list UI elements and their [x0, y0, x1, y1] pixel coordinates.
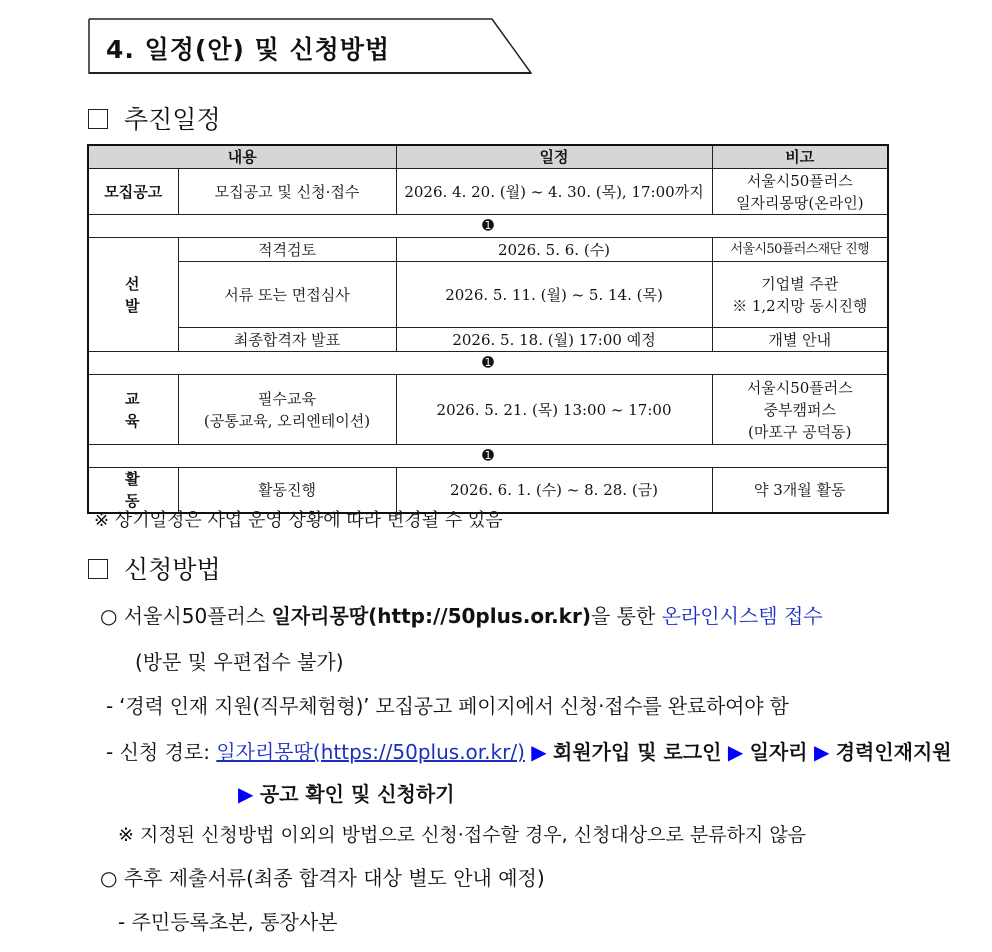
cell-task: 서류 또는 면접심사 [178, 262, 396, 328]
subsection-title: 추진일정 [124, 105, 221, 134]
cell-date: 2026. 5. 18. (월) 17:00 예정 [396, 328, 712, 352]
cell-note: 기업별 주관 ※ 1,2지망 동시진행 [712, 262, 888, 328]
triangle-right-icon: ▶ [238, 782, 254, 806]
cell-task: 최종합격자 발표 [178, 328, 396, 352]
apply-line-4: - 신청 경로: 일자리몽땅(https://50plus.or.kr/) ▶ 회원가입 및 로그인 ▶ 일자리 ▶ 경력인재지원 [106, 740, 952, 764]
cell-date: 2026. 4. 20. (월) ~ 4. 30. (목), 17:00까지 [396, 169, 712, 215]
table-row [88, 375, 888, 445]
section-heading-box [88, 18, 532, 74]
subsection-apply [88, 550, 221, 586]
header-date: 일정 [396, 145, 712, 169]
cell-note: 개별 안내 [712, 328, 888, 352]
row-label: 모집공고 [88, 169, 178, 215]
down-arrow-icon: ➊ [88, 352, 888, 375]
triangle-right-icon: ▶ [727, 740, 744, 764]
cell-date: 2026. 6. 1. (수) ~ 8. 28. (금) [396, 468, 712, 514]
apply-line-5: ▶ 공고 확인 및 신청하기 [238, 782, 455, 806]
cell-date: 2026. 5. 6. (수) [396, 238, 712, 262]
row-label: 교 육 [88, 375, 178, 445]
header-note: 비고 [712, 145, 888, 169]
cell-date: 2026. 5. 11. (월) ~ 5. 14. (목) [396, 262, 712, 328]
triangle-right-icon: ▶ [531, 740, 547, 764]
apply-line-1: ○ 서울시50플러스 일자리몽땅(http://50plus.or.kr)을 통한 온라인시스템 접수 [100, 604, 823, 628]
schedule-table [87, 144, 889, 514]
section-heading: 4. 일정(안) 및 신청방법 [106, 35, 391, 64]
cell-note: 약 3개월 활동 [712, 468, 888, 514]
down-arrow-icon: ➊ [88, 445, 888, 468]
arrow-row [88, 445, 888, 468]
apply-line-7: ○ 추후 제출서류(최종 합격자 대상 별도 안내 예정) [100, 866, 545, 890]
site-name: 일자리몽땅(http://50plus.or.kr) [271, 604, 591, 628]
row-label: 선 발 [88, 238, 178, 352]
triangle-right-icon: ▶ [813, 740, 830, 764]
schedule-note: ※ 상기일정은 사업 운영 상황에 따라 변경될 수 있음 [94, 510, 503, 531]
table-row [88, 169, 888, 215]
apply-link[interactable]: 일자리몽땅(https://50plus.or.kr/) [216, 740, 525, 764]
online-system: 온라인시스템 접수 [661, 604, 823, 628]
arrow-row [88, 352, 888, 375]
cell-note: 서울시50플러스 일자리몽땅(온라인) [712, 169, 888, 215]
subsection-schedule [88, 100, 221, 136]
down-arrow-icon: ➊ [88, 215, 888, 238]
table-header-row [88, 145, 888, 169]
row-label: 활 동 [88, 468, 178, 514]
cell-task: 모집공고 및 신청·접수 [178, 169, 396, 215]
table-row [88, 238, 888, 262]
cell-task: 필수교육 (공통교육, 오리엔테이션) [178, 375, 396, 445]
apply-line-6: ※ 지정된 신청방법 이외의 방법으로 신청·접수할 경우, 신청대상으로 분류하지 않음 [118, 824, 807, 846]
cell-note: 서울시50플러스 중부캠퍼스 (마포구 공덕동) [712, 375, 888, 445]
cell-task: 활동진행 [178, 468, 396, 514]
arrow-row [88, 215, 888, 238]
table-row [88, 328, 888, 352]
checkbox-square-icon [88, 109, 108, 129]
header-content: 내용 [88, 145, 396, 169]
cell-note: 서울시50플러스재단 진행 [712, 238, 888, 262]
apply-line-3: - ‘경력 인재 지원(직무체험형)’ 모집공고 페이지에서 신청·접수를 완료하여야 함 [106, 694, 789, 718]
checkbox-square-icon [88, 559, 108, 579]
cell-task: 적격검토 [178, 238, 396, 262]
cell-date: 2026. 5. 21. (목) 13:00 ~ 17:00 [396, 375, 712, 445]
apply-line-8: - 주민등록초본, 통장사본 [118, 910, 338, 934]
apply-line-2: (방문 및 우편접수 불가) [135, 650, 344, 674]
table-row [88, 262, 888, 328]
subsection-title: 신청방법 [124, 555, 221, 584]
